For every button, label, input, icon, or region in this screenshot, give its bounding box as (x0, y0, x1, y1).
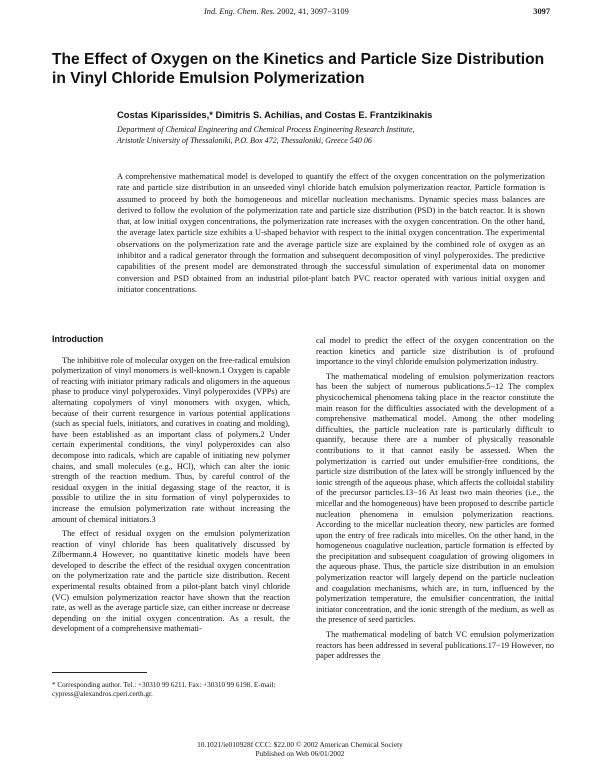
page-number: 3097 (533, 7, 550, 16)
affiliation-line-1: Department of Chemical Engineering and Chemical Process Engineering Research Institute, (117, 125, 415, 134)
abstract: A comprehensive mathematical model is developed to quantify the effect of the oxygen concentration on the polymerization rate and particle size distribution in an unseeded vinyl chloride batch emulsion polymerization reactor. Particle formation is assumed to proceed by both the homogeneous and micellar nucleation mechanisms. Dynamic species mass balances are derived to follow the evolution of the polymerization rate and particle size distribution (PSD) in the batch reactor. It is shown that, at low initial oxygen concentrations, the polymerization rate increases with the oxygen concentration. On the other hand, the average latex particle size exhibits a U-shaped behavior with respect to the initial oxygen concentration. The experimental observations on the polymerization rate and the average particle size are explained by the combined role of oxygen as an inhibitor and a radical generator through the formation and subsequent decomposition of vinyl polyperoxides. The predictive capabilities of the present model are demonstrated through the successful simulation of experimental data on monomer conversion and PSD obtained from an industrial pilot-plant batch PVC reactor operated with various initial oxygen and initiator concentrations. (117, 172, 545, 294)
paragraph: The mathematical modeling of emulsion polymerization reactors has been the subject of numerous publications.5−12 The complex physicochemical phenomena taking place in the reactor constitute the main reason for the difficulties associated with the development of a comprehensive mathematical model. Among the other modeling difficulties, the particle nucleation rate is particularly difficult to quantify, because there are a number of physically reasonable contributions to it that cannot easily be assessed. When the polymerization is carried out under emulsifier-free conditions, the particle size distribution of the latex will be strongly influenced by the ionic strength of the aqueous phase, which affects the colloidal stability of the precursor particles.13−16 At least two main theories (i.e., the micellar and the homogeneous) have been proposed to describe particle nucleation phenomena in emulsion polymerization reactions. According to the micellar nucleation theory, new particles are formed upon the entry of free radicals into micelles. On the other hand, in the homogeneous coagulative nucleation, particle formation is effected by the precipitation and subsequent coagulation of growing oligomers in the aqueous phase. Thus, the particle size distribution in an emulsion polymerization reactor will largely depend on the particle nucleation and coagulation mechanisms, which are, in turn, influenced by the polymerization temperature, the emulsifier concentration, the initial initiator concentration, and the ionic strength of the medium, as well as the presence of seed particles. (316, 371, 554, 625)
affiliation-line-2: Aristotle University of Thessaloniki, P.O. Box 472, Thessaloniki, Greece 540 06 (117, 135, 372, 145)
paragraph: The inhibitive role of molecular oxygen on the free-radical emulsion polymerization of vinyl monomers is well-known.1 Oxygen is capable of reacting with initiator primary radicals and oligomers in the aqueous phase to produce vinyl polyperoxides. Vinyl polyperoxides (VPPs) are alternating copolymers of vinyl monomers with oxygen, which, because of their current resurgence in various potential applications (such as special fuels, initiators, and curatives in coating and molding), have been established as an important class of polymers.2 Under certain experimental conditions, the vinyl polyperoxides can also decompose into radicals, which are capable of initiating new polymer chains, and small molecules (e.g., HCl), which can alter the ionic strength of the reaction medium. Thus, by careful control of the residual oxygen in the initial degassing stage of the reactor, it is possible to utilize the in situ formation of vinyl polyperoxides to increase the emulsion polymerization rate without increasing the amount of chemical initiators.3 (52, 355, 290, 524)
paragraph: cal model to predict the effect of the oxygen concentration on the reaction kinetics and particle size distribution is of profound importance to the vinyl chloride emulsion polymerization industry. (316, 336, 554, 367)
journal-name: Ind. Eng. Chem. Res. (204, 7, 275, 16)
published-date-line: Published on Web 06/01/2002 (255, 749, 345, 759)
affiliation (117, 125, 517, 146)
citation-volume-pages: 2002, 41, 3097−3109 (277, 7, 349, 16)
page-footer (0, 740, 600, 758)
journal-citation (204, 7, 349, 16)
doi-copyright-line: 10.1021/ie010928f CCC: $22.00 © 2002 American Chemical Society (197, 740, 403, 749)
right-column (316, 336, 554, 662)
corresponding-author-footnote: * Corresponding author. Tel.: +30310 99 6211. Fax: +30310 99 6198. E-mail: cypress@alexandros.cperi.certh.gr. (52, 681, 276, 699)
running-head (0, 7, 600, 19)
paragraph: The mathematical modeling of batch VC emulsion polymerization reactors has been addressed in several publications.17−19 However, no paper addresses the (316, 630, 554, 661)
article-title: The Effect of Oxygen on the Kinetics and Particle Size Distribution in Vinyl Chloride Emulsion Polymerization (52, 51, 545, 87)
paragraph: The effect of residual oxygen on the emulsion polymerization reaction of vinyl chloride has been qualitatively discussed by Zilbermann.4 However, no quantitative kinetic models have been developed to describe the effect of the residual oxygen concentration on the polymerization rate and the particle size distribution. Recent experimental results obtained from a pilot-plant batch vinyl chloride (VC) emulsion polymerization reactor have shown that the reaction rate, as well as the average particle size, can either increase or decrease depending on the initial oxygen concentration. As a result, the development of a comprehensive mathemati- (52, 529, 290, 634)
left-column (52, 334, 290, 635)
section-heading-introduction: Introduction (52, 334, 104, 344)
footnote-rule (52, 672, 147, 673)
author-list: Costas Kiparissides,* Dimitris S. Achilias, and Costas E. Frantzikinakis (117, 109, 433, 120)
